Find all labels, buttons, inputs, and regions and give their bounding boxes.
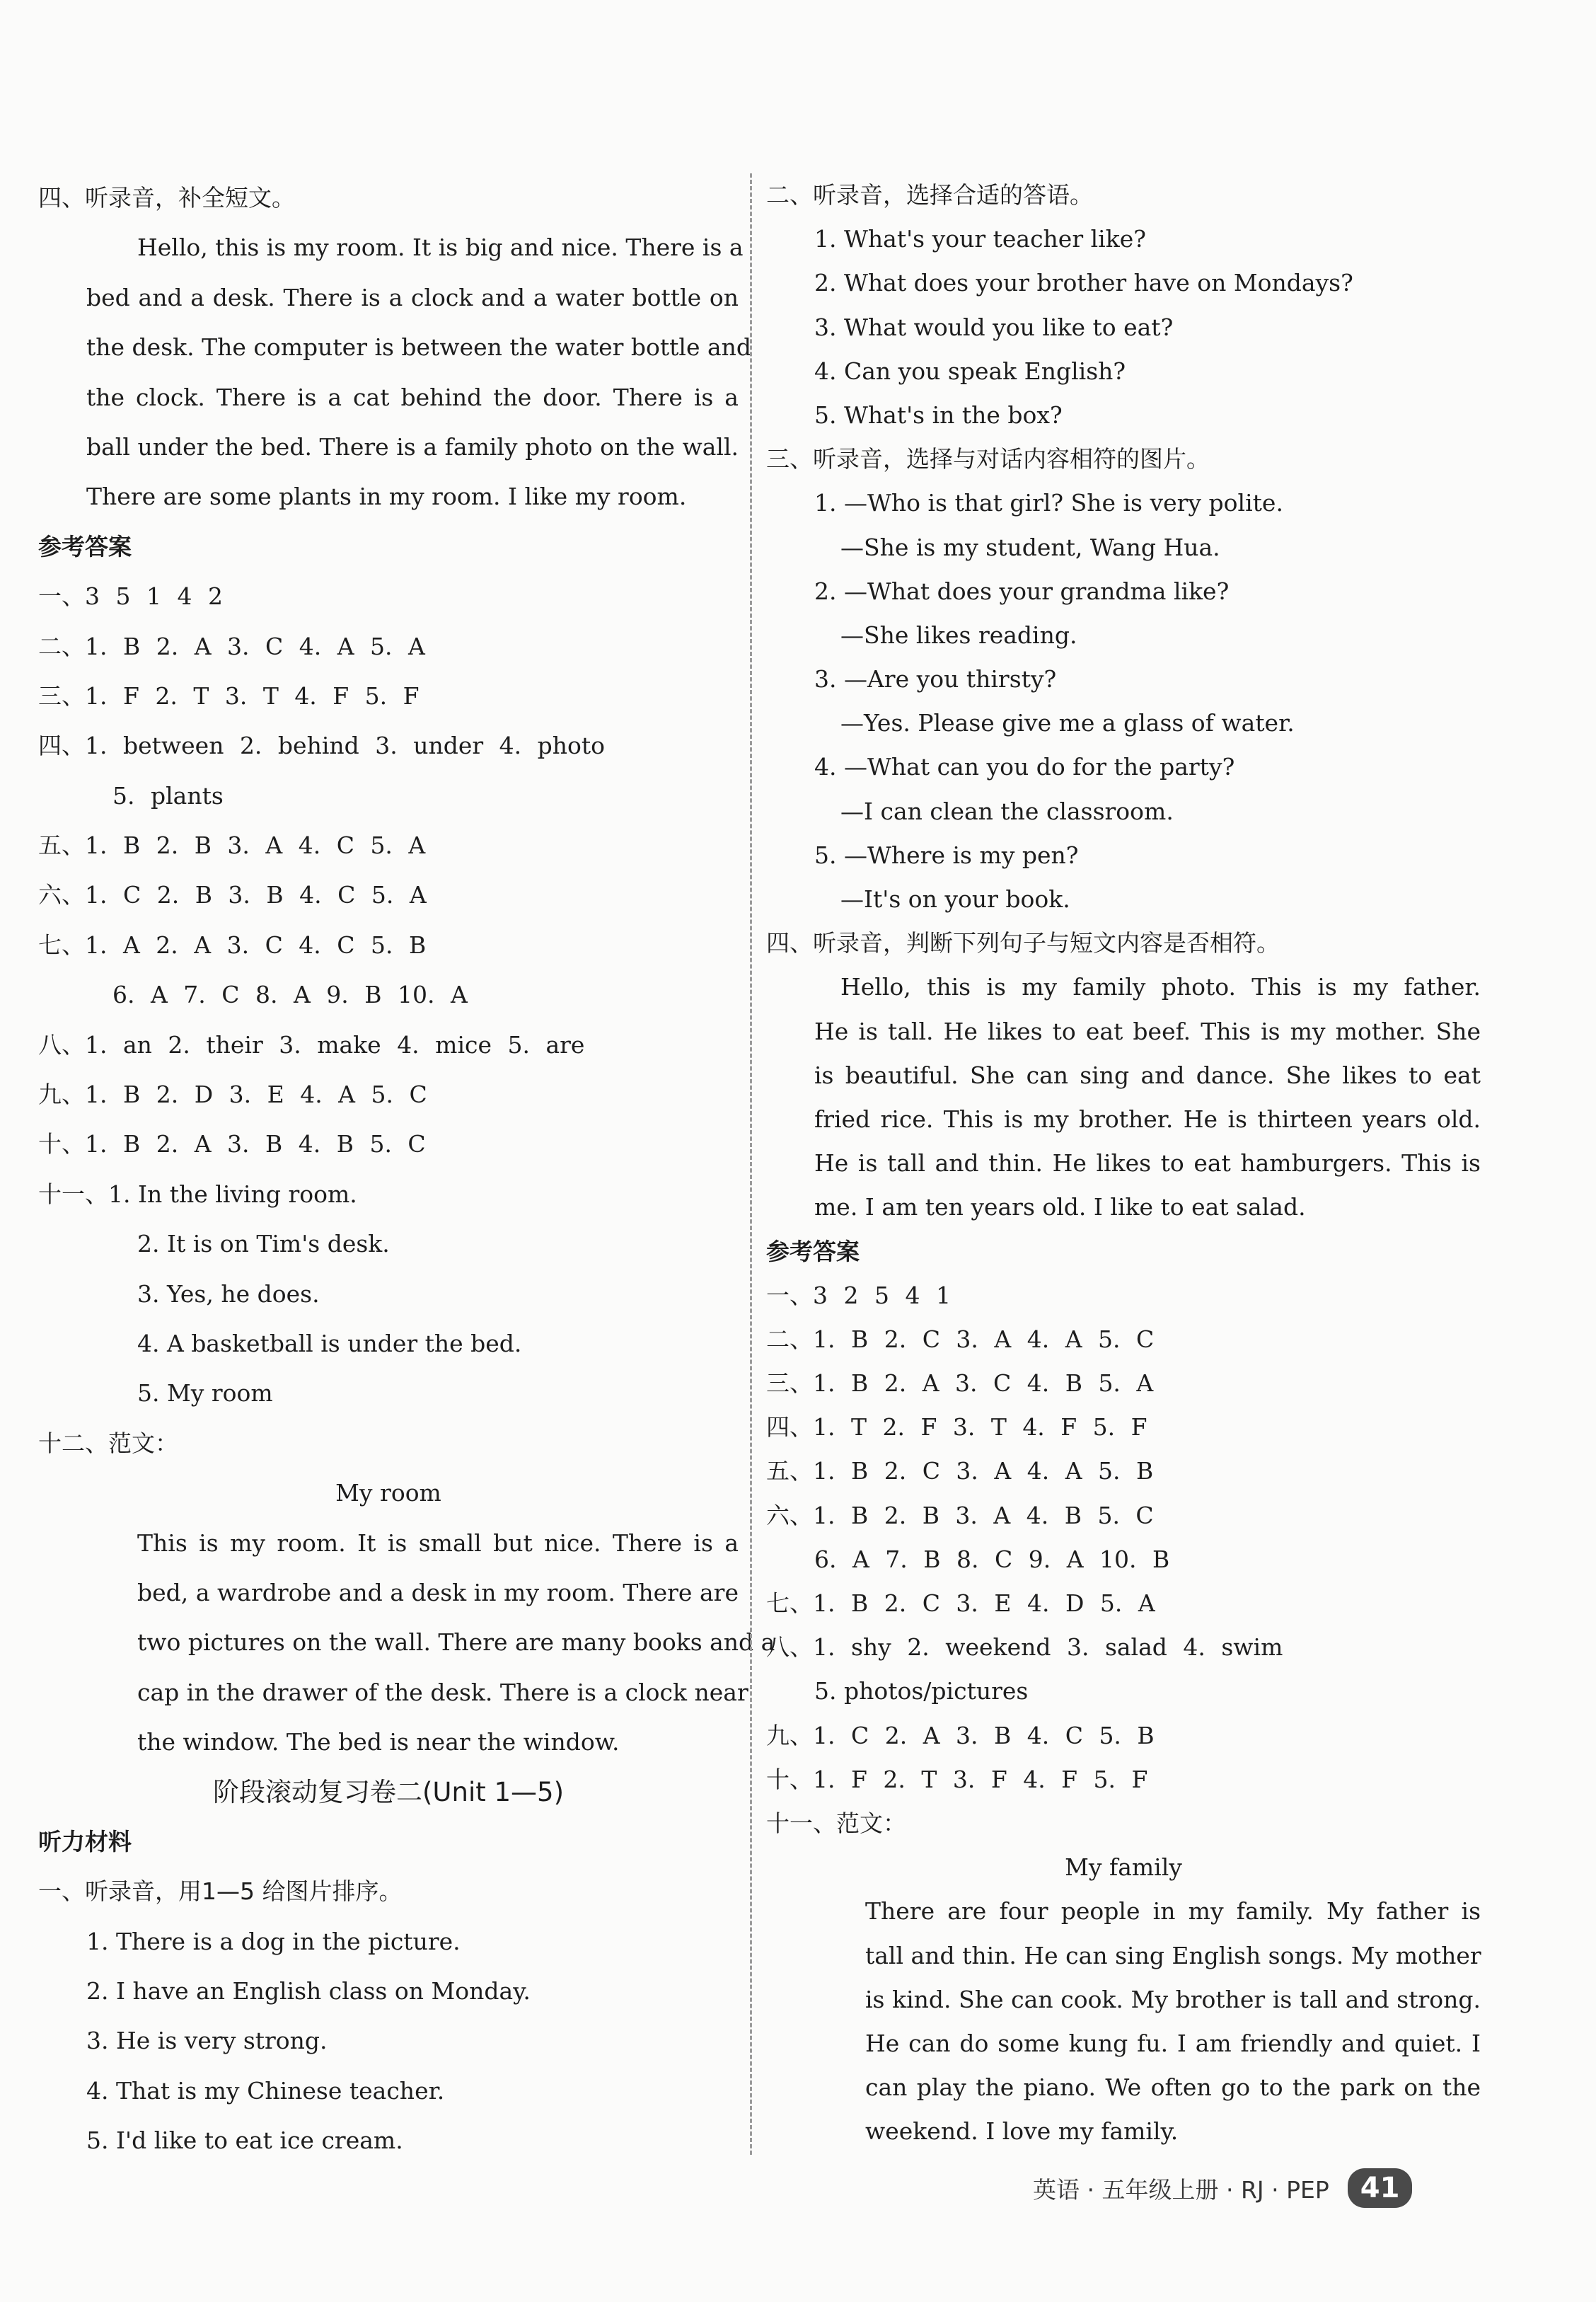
- right-text-line: 四、1. T 2. F 3. T 4. F 5. F: [766, 1413, 1147, 1441]
- left-text-line: 4. That is my Chinese teacher.: [86, 2076, 445, 2105]
- right-text-line: 5. photos/pictures: [814, 1677, 1029, 1705]
- right-text-line: 四、听录音，判断下列句子与短文内容是否相符。: [766, 929, 1280, 957]
- right-text-line: 十、1. F 2. T 3. F 4. F 5. F: [766, 1765, 1148, 1793]
- right-text-line: —I can clean the classroom.: [840, 797, 1174, 825]
- left-text-line: bed, a wardrobe and a desk in my room. There are: [137, 1578, 739, 1606]
- right-text-line: 3. —Are you thirsty?: [814, 665, 1057, 694]
- right-text-line: is kind. She can cook. My brother is tall and strong.: [865, 1985, 1481, 2013]
- left-text-line: 四、听录音，补全短文。: [38, 184, 295, 212]
- left-text-line: 一、听录音，用1—5 给图片排序。: [38, 1877, 403, 1906]
- right-text-line: weekend. I love my family.: [865, 2117, 1179, 2146]
- book-info: 英语 · 五年级上册 · RJ · PEP: [1033, 2175, 1329, 2204]
- left-text-line: 十二、范文：: [38, 1429, 178, 1457]
- right-text-line: —She is my student, Wang Hua.: [840, 533, 1220, 561]
- left-text-line: This is my room. It is small but nice. There is a: [137, 1529, 739, 1557]
- right-text-line: 八、1. shy 2. weekend 3. salad 4. swim: [766, 1633, 1283, 1662]
- right-text-line: There are four people in my family. My father is: [865, 1897, 1481, 1926]
- left-text-line: 6. A 7. C 8. A 9. B 10. A: [112, 981, 468, 1009]
- column-divider: [750, 173, 752, 2155]
- left-text-line: 阶段滚动复习卷二(Unit 1—5): [212, 1776, 565, 1807]
- left-text-line: the clock. There is a cat behind the door. There is a: [86, 383, 739, 411]
- left-text-line: the desk. The computer is between the water bottle and: [86, 333, 752, 362]
- left-text-line: 2. It is on Tim's desk.: [137, 1230, 390, 1258]
- right-text-line: 6. A 7. B 8. C 9. A 10. B: [814, 1545, 1170, 1573]
- right-text-line: 5. —Where is my pen?: [814, 841, 1079, 869]
- left-text-line: There are some plants in my room. I like my room.: [86, 483, 687, 511]
- page-footer: [1033, 2167, 1412, 2209]
- left-text-line: My room: [335, 1479, 441, 1507]
- left-text-line: 3. He is very strong.: [86, 2027, 328, 2055]
- left-text-line: bed and a desk. There is a clock and a water bottle on: [86, 283, 739, 311]
- left-text-line: 十一、1. In the living room.: [38, 1180, 357, 1208]
- right-text-line: fried rice. This is my brother. He is thirteen years old.: [814, 1105, 1481, 1133]
- left-text-line: 一、3 5 1 4 2: [38, 582, 223, 611]
- right-text-line: Hello, this is my family photo. This is my father.: [840, 973, 1481, 1001]
- left-text-line: Hello, this is my room. It is big and nice. There is a: [137, 234, 744, 262]
- right-text-line: 1. —Who is that girl? She is very polite.: [814, 489, 1283, 517]
- right-text-line: 参考答案: [766, 1237, 860, 1265]
- right-text-line: 三、听录音，选择与对话内容相符的图片。: [766, 445, 1210, 473]
- right-text-line: tall and thin. He can sing English songs. My mother: [865, 1941, 1481, 1969]
- left-text-line: 八、1. an 2. their 3. make 4. mice 5. are: [38, 1030, 585, 1059]
- right-text-line: My family: [1065, 1853, 1182, 1882]
- right-text-line: is beautiful. She can sing and dance. She likes to eat: [814, 1061, 1481, 1089]
- left-text-line: 四、1. between 2. behind 3. under 4. photo: [38, 732, 605, 760]
- right-text-line: 二、听录音，选择合适的答语。: [766, 181, 1093, 209]
- page-number-badge: 41: [1348, 2168, 1413, 2208]
- right-text-line: —Yes. Please give me a glass of water.: [840, 709, 1295, 737]
- right-text-line: He is tall and thin. He likes to eat hamburgers. This is: [814, 1149, 1481, 1178]
- left-text-line: 九、1. B 2. D 3. E 4. A 5. C: [38, 1081, 427, 1109]
- left-text-line: ball under the bed. There is a family photo on the wall.: [86, 432, 739, 461]
- left-text-line: cap in the drawer of the desk. There is a clock near: [137, 1678, 748, 1706]
- right-text-line: 二、1. B 2. C 3. A 4. A 5. C: [766, 1325, 1155, 1353]
- right-text-line: 九、1. C 2. A 3. B 4. C 5. B: [766, 1721, 1155, 1749]
- left-text-line: the window. The bed is near the window.: [137, 1728, 620, 1756]
- right-text-line: 五、1. B 2. C 3. A 4. A 5. B: [766, 1457, 1154, 1485]
- left-column: [38, 173, 775, 2166]
- right-text-line: 1. What's your teacher like?: [814, 225, 1146, 253]
- left-text-line: 4. A basketball is under the bed.: [137, 1329, 522, 1357]
- right-column: [766, 173, 1481, 2153]
- left-text-line: 参考答案: [38, 532, 132, 560]
- right-text-line: 2. —What does your grandma like?: [814, 577, 1230, 605]
- right-text-line: 三、1. B 2. A 3. C 4. B 5. A: [766, 1369, 1154, 1398]
- left-text-line: 5. plants: [112, 781, 224, 810]
- right-text-line: 4. Can you speak English?: [814, 357, 1126, 385]
- left-text-line: 5. I'd like to eat ice cream.: [86, 2127, 403, 2155]
- left-text-line: 1. There is a dog in the picture.: [86, 1927, 461, 1955]
- left-text-line: 3. Yes, he does.: [137, 1279, 320, 1308]
- right-text-line: 5. What's in the box?: [814, 401, 1063, 429]
- left-text-line: 六、1. C 2. B 3. B 4. C 5. A: [38, 881, 427, 909]
- left-text-line: 2. I have an English class on Monday.: [86, 1977, 531, 2005]
- right-text-line: 一、3 2 5 4 1: [766, 1281, 951, 1309]
- left-text-line: 十、1. B 2. A 3. B 4. B 5. C: [38, 1130, 426, 1158]
- left-text-line: 5. My room: [137, 1379, 273, 1408]
- left-text-line: 五、1. B 2. B 3. A 4. C 5. A: [38, 831, 426, 860]
- right-text-line: —It's on your book.: [840, 885, 1070, 913]
- left-text-line: 听力材料: [38, 1827, 132, 1855]
- right-text-line: 3. What would you like to eat?: [814, 313, 1174, 341]
- left-text-line: 三、1. F 2. T 3. T 4. F 5. F: [38, 681, 420, 710]
- right-text-line: 2. What does your brother have on Mondays?: [814, 269, 1353, 297]
- right-text-line: He is tall. He likes to eat beef. This is my mother. She: [814, 1017, 1481, 1045]
- left-text-line: 七、1. A 2. A 3. C 4. C 5. B: [38, 931, 427, 959]
- left-text-line: two pictures on the wall. There are many books and a: [137, 1628, 775, 1657]
- right-text-line: He can do some kung fu. I am friendly and quiet. I: [865, 2029, 1481, 2057]
- right-text-line: 十一、范文：: [766, 1809, 906, 1837]
- right-text-line: —She likes reading.: [840, 621, 1077, 649]
- right-text-line: 4. —What can you do for the party?: [814, 753, 1235, 781]
- right-text-line: can play the piano. We often go to the park on the: [865, 2073, 1481, 2102]
- right-text-line: 七、1. B 2. C 3. E 4. D 5. A: [766, 1589, 1155, 1617]
- right-text-line: 六、1. B 2. B 3. A 4. B 5. C: [766, 1501, 1154, 1529]
- right-text-line: me. I am ten years old. I like to eat salad.: [814, 1193, 1306, 1221]
- left-text-line: 二、1. B 2. A 3. C 4. A 5. A: [38, 632, 425, 660]
